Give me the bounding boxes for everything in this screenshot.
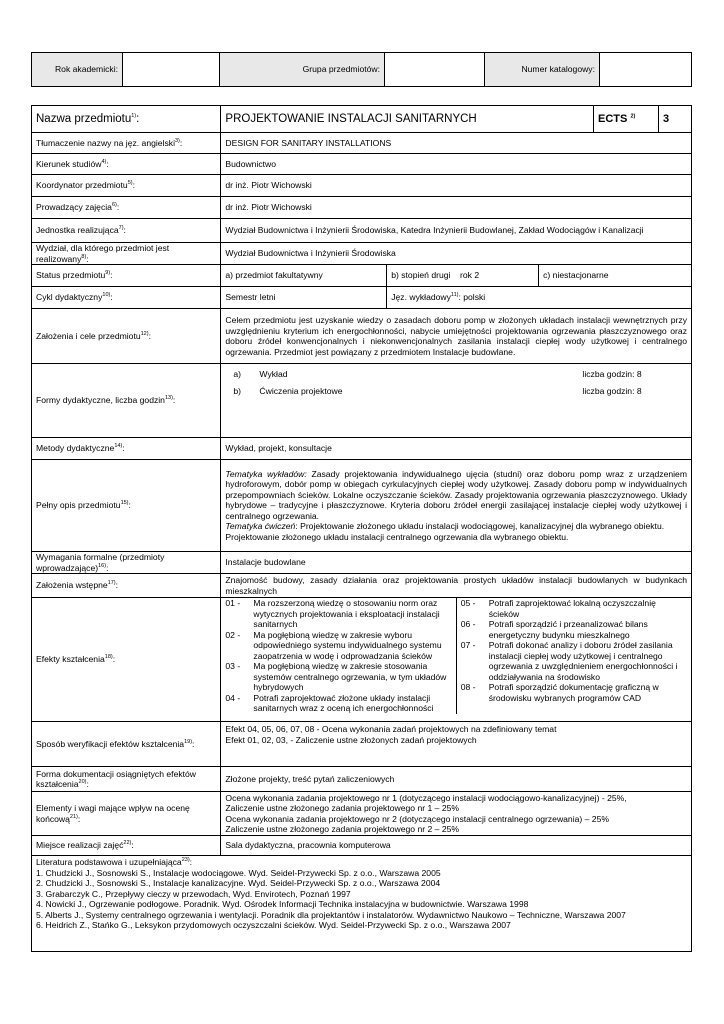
numer-value [600, 53, 692, 87]
cykl-label: Cykl dydaktyczny$^{10)}$: [32, 287, 221, 309]
efekt-item [225, 693, 451, 714]
efekt-number: 03 - [225, 661, 241, 671]
efekt-item [461, 640, 687, 682]
literatura-item: 6. Heidrich Z., Stańko G., Leksykon przydomowych oczyszczalni ścieków. Wyd. Seidel-Przywecki Sp. z o.o., Warszawa 2007 [36, 920, 511, 930]
ects-label: ECTS $^{2)}$ [594, 106, 659, 133]
efekt-number: 07 - [460, 640, 476, 650]
metody-value: Wykład, projekt, konsultacje [221, 438, 692, 460]
efekt-number: 04 - [225, 692, 241, 703]
prowadzacy-label: Prowadzący zajęcia$^{6)}$: [32, 197, 221, 219]
weryfikacja-value: Efekt 04, 05, 06, 07, 08 - Ocena wykonania zadań projektowych na zdefiniowany temat Efekt 01, 02, 03, - Zaliczenie ustne złożonych zadań projektowych [221, 722, 692, 767]
opis-value: Tematyka wykładów: Zasady projektowania indywidualnego ujęcia (studni) oraz doboru pomp wraz z urządzeniem hydroforowym, dobór pomp w obiegach cyrkulacyjnych ciepłej wody użytkowej. Zasady doboru pomp w indywidualnych przepompowniach ścieków. Lokalne oczyszczanie ścieków. Zasady projektowania ogrzewania płaszczyznowego. Układy hybrydowe – tradycyjne i płaszczyznowe. Kryteria doboru źródeł energii zasilającej instalacje ciepłej wody użytkowej i centralnego ogrzewania. Tematyka ćwiczeń: Projektowanie złożonego układu instalacji wodociągowej, kanalizacyjnej dla wybranego obiektu. Projektowanie złożonego układu instalacji centralnego ogrzewania dla wybranego obiektu. [221, 460, 692, 552]
wagi-label: Elementy i wagi mające wpływ na ocenę końcową$^{21)}$: [32, 792, 221, 836]
metody-label: Metody dydaktyczne$^{14)}$: [32, 438, 221, 460]
efekt-item [461, 619, 687, 640]
zalozenia-wstepne-label: Założenia wstępne$^{17)}$: [32, 574, 221, 598]
efekt-text: Ma rozszerzoną wiedzę o stosowaniu norm oraz wytycznych projektowania i eksploatacji instalacji sanitarnych [253, 598, 440, 629]
literatura [32, 856, 692, 952]
grupa-label: Grupa przedmiotów: [220, 53, 385, 87]
prowadzacy-value: dr inż. Piotr Wichowski [221, 197, 692, 219]
jednostka-label: Jednostka realizująca$^{7)}$: [32, 219, 221, 243]
koordynator-value: dr inż. Piotr Wichowski [221, 175, 692, 197]
efekty-right [456, 598, 691, 714]
literatura-item: 1. Chudzicki J., Sosnowski S., Instalacje wodociągowe. Wyd. Seidel-Przywecki Sp. z o.o., Warszawa 2005 [36, 867, 441, 878]
course-table [31, 105, 692, 952]
status-label: Status przedmiotu$^{9)}$: [32, 265, 221, 287]
efekt-number: 02 - [225, 629, 241, 640]
efekt-number: 06 - [460, 619, 476, 629]
efekty-left [221, 598, 456, 714]
jednostka-value: Wydział Budownictwa i Inżynierii Środowiska, Katedra Inżynierii Budowlanej, Zakład Wodociągów i Kanalizacji [221, 219, 692, 243]
miejsce-label: Miejsce realizacji zajęć$^{22)}$: [32, 836, 221, 856]
wagi-value: Ocena wykonania zadania projektowego nr 1 (dotyczącego instalacji wodociągowo-kanalizacyjnej) - 25%, Zaliczenie ustne złożonego zadania projektowego nr 1 – 25% Ocena wykonania zadania projektowego nr 2 (dotyczącego instalacji centralnego ogrzewania) – 25% Zaliczenie ustne złożonego zadania projektowego nr 2 – 25% [221, 792, 692, 836]
literatura-label: Literatura podstawowa i uzupełniająca$^{23)}$: [36, 857, 193, 867]
wydzial-label: Wydział, dla którego przedmiot jest realizowany$^{8)}$: [32, 243, 221, 265]
efekt-text: Potrafi sporządzić dokumentację graficzną w środowisku wybranych programów CAD [488, 682, 659, 703]
efekty-label: Efekty kształcenia$^{18)}$: [32, 598, 221, 722]
wydzial-value: Wydział Budownictwa i Inżynierii Środowiska [221, 243, 692, 265]
efekt-item [461, 598, 687, 619]
numer-label: Numer katalogowy: [485, 53, 600, 87]
koordynator-label: Koordynator przedmiotu$^{5)}$: [32, 175, 221, 197]
literatura-item: 4. Nowicki J., Ogrzewanie podłogowe. Poradnik. Wyd. Ośrodek Informacji Technika instalacyjna w budownictwie. Warszawa 1998 [36, 899, 529, 909]
kierunek-value: Budownictwo [221, 154, 692, 175]
efekt-number: 01 - [225, 598, 241, 608]
efekt-item [225, 661, 451, 693]
status-a: a) przedmiot fakultatywny [221, 265, 387, 287]
efekt-item [225, 630, 451, 662]
jezyk-value: Jęz. wykładowy$^{11)}$: polski [387, 287, 692, 309]
zalozenia-label: Założenia i cele przedmiotu$^{12)}$: [32, 309, 221, 364]
literatura-item: 5. Alberts J., Systemy centralnego ogrzewania i wentylacji. Poradnik dla projektantów i instalatorów. Wydawnictwo Naukowo – Techniczne, Warszawa 2007 [36, 909, 626, 920]
translation-value: DESIGN FOR SANITARY INSTALLATIONS [221, 133, 692, 154]
translation-label: Tłumaczenie nazwy na jęz. angielski$^{3)}$: [32, 133, 221, 154]
efekt-number: 08 - [460, 682, 476, 692]
weryfikacja-label: Sposób weryfikacji efektów kształcenia$^{19)}$: [32, 722, 221, 767]
efekt-number: 05 - [460, 598, 476, 608]
literatura-item: 2. Chudzicki J., Sosnowski S., Instalacje kanalizacyjne. Wyd. Seidel-Przywecki Sp. z o.o., Warszawa 2004 [36, 878, 441, 888]
header-info-table [31, 52, 692, 87]
literatura-item: 3. Grabarczyk C., Przepływy cieczy w przewodach, Wyd. Envirotech, Poznań 1997 [36, 888, 351, 899]
efekt-text: Potrafi dokonać analizy i doboru źródeł zasilania instalacji ciepłej wody użytkowej i centralnego ogrzewania z uwzględnieniem energochłonności i oddziaływania na środowisko [488, 640, 678, 682]
efekty-value [221, 598, 692, 722]
efekt-text: Potrafi zaprojektować lokalną oczyszczalnię ścieków [488, 598, 656, 619]
rok-label: Rok akademicki: [32, 53, 123, 87]
kierunek-label: Kierunek studiów$^{4)}$: [32, 154, 221, 175]
formy-value [221, 364, 692, 438]
course-name-label: Nazwa przedmiotu$^{1)}$: [32, 106, 221, 133]
grupa-value [385, 53, 485, 87]
efekt-item [461, 682, 687, 703]
efekt-text: Potrafi zaprojektować złożone układy instalacji sanitarnych wraz z oceną ich energochłonności [253, 692, 434, 713]
rok-value [123, 53, 220, 87]
opis-label: Pełny opis przedmiotu$^{15)}$: [32, 460, 221, 552]
zalozenia-wstepne-value: Znajomość budowy, zasady działania oraz projektowania prostych układów instalacji budowlanych w budynkach mieszkalnych [221, 574, 692, 598]
formy-item-a: a) Wykład liczba godzin: 8 [233, 369, 642, 380]
forma-label: Forma dokumentacji osiągniętych efektów kształcenia$^{20)}$: [32, 767, 221, 792]
status-c: c) niestacjonarne [539, 265, 692, 287]
zalozenia-value: Celem przedmiotu jest uzyskanie wiedzy o zasadach doboru pomp w złożonych układach instalacji wewnętrznych przy uwzględnieniu kryterium ich energochłonności, nabycie umiejętności projektowania ogrzewania płaszczyznowego oraz doboru źródeł konwencjonalnych i niekonwencjonalnych zasilania instalacji ciepłej wody użytkowej i centralnego ogrzewania. Przedmiot jest powiązany z przedmiotem Instalacje budowlane. [221, 309, 692, 364]
status-b: b) stopień drugi rok 2 [387, 265, 539, 287]
course-name: PROJEKTOWANIE INSTALACJI SANITARNYCH [221, 106, 594, 133]
efekt-item [225, 598, 451, 630]
wymagania-value: Instalacje budowlane [221, 552, 692, 574]
formy-item-b: b) Ćwiczenia projektowe liczba godzin: 8 [233, 386, 642, 397]
efekt-text: Potrafi sporządzić i przeanalizować bilans energetyczny budynku mieszkalnego [488, 619, 648, 640]
efekt-text: Ma pogłębioną wiedzę w zakresie stosowania systemów centralnego ogrzewania, w tym układów hybrydowych [253, 661, 447, 692]
ects-value: 3 [658, 106, 691, 133]
miejsce-value: Sala dydaktyczna, pracownia komputerowa [221, 836, 692, 856]
wymagania-label: Wymagania formalne (przedmioty wprowadzające)$^{16)}$: [32, 552, 221, 574]
forma-value: Złożone projekty, treść pytań zaliczeniowych [221, 767, 692, 792]
cykl-value: Semestr letni [221, 287, 387, 309]
formy-label: Formy dydaktyczne, liczba godzin$^{13)}$: [32, 364, 221, 438]
efekt-text: Ma pogłębioną wiedzę w zakresie wyboru odpowiedniego systemu indywidualnego systemu zaopatrzenia w wodę i odprowadzania ścieków [253, 629, 442, 661]
